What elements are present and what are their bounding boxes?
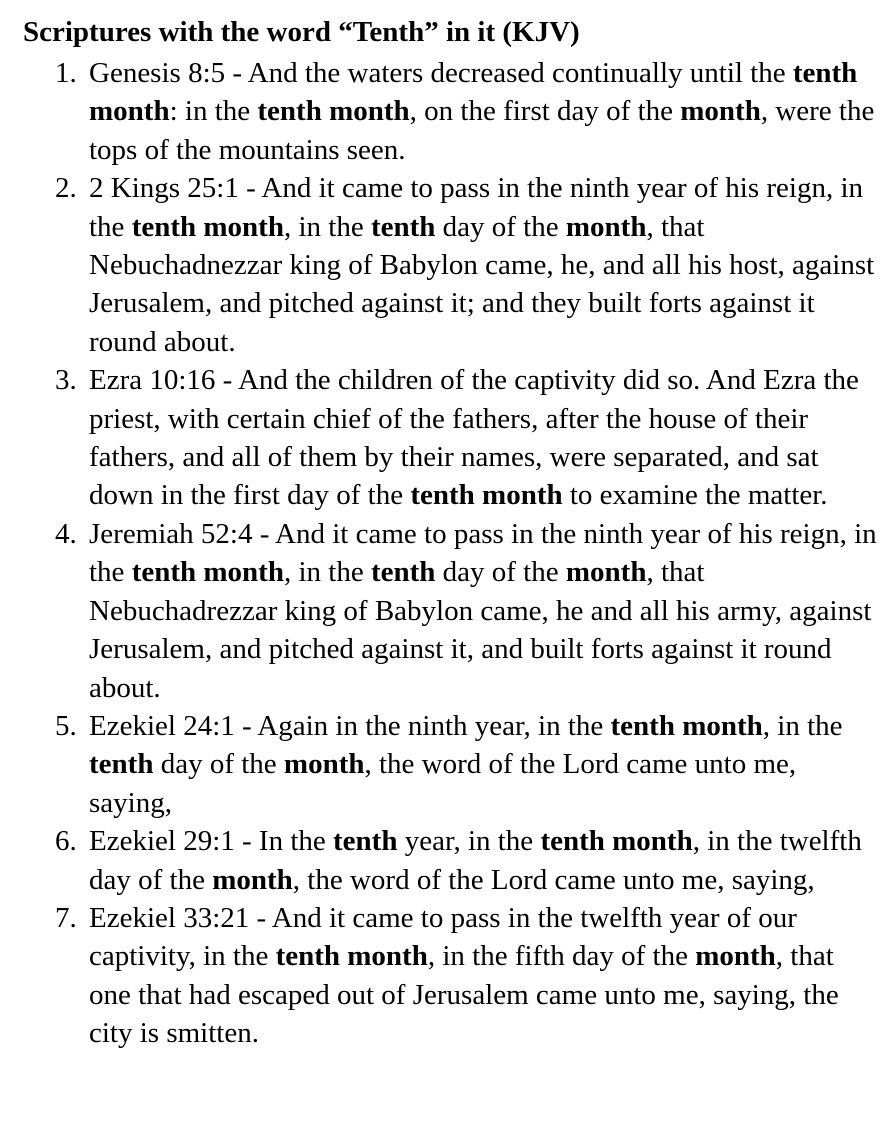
scripture-number: 2. [55, 172, 77, 205]
scripture-text-segment: , the word of the Lord came unto me, saying, [89, 748, 797, 819]
scripture-text-segment: , on the first day of the [409, 95, 681, 128]
highlighted-word: tenth month [131, 556, 284, 589]
highlighted-word: month [212, 863, 293, 896]
scripture-text-segment: , that one that had escaped out of Jerusalem came unto me, saying, the city is smitten. [89, 940, 839, 1050]
scripture-number: 5. [55, 709, 77, 742]
scripture-text-segment: , in the [283, 210, 371, 243]
scripture-text [89, 364, 859, 511]
highlighted-word: tenth [89, 748, 154, 781]
scripture-text [89, 57, 874, 166]
scripture-text [89, 518, 877, 704]
scripture-text-segment: day of the [435, 210, 566, 243]
scripture-text-segment: , in the [762, 709, 843, 742]
scripture-item [0, 822, 879, 899]
scripture-number: 4. [55, 517, 77, 550]
highlighted-word: month [695, 940, 776, 973]
highlighted-word: tenth [370, 556, 436, 589]
highlighted-word: tenth month [410, 479, 563, 512]
highlighted-word: month [565, 556, 647, 589]
scripture-number: 7. [55, 901, 77, 934]
scripture-item [0, 899, 879, 1053]
scripture-text [89, 902, 839, 1049]
scripture-text-segment: Ezekiel 29:1 - In the [89, 825, 333, 858]
scripture-text-segment: Ezekiel 24:1 - Again in the ninth year, in the [89, 709, 611, 742]
scripture-text-segment: Jeremiah 52:4 - And it came to pass in the ninth year of his reign, in the [89, 517, 877, 589]
highlighted-word: tenth [333, 825, 398, 858]
scripture-text-segment: Ezra 10:16 - And the children of the captivity did so. And Ezra the priest, with certain chief of the fathers, after the house of their fathers, and all of them by their names, were separated, and sat down in the first day of the [89, 364, 859, 512]
scripture-text [89, 710, 843, 819]
scripture-item [0, 169, 879, 361]
scripture-number: 6. [55, 825, 77, 858]
scripture-text-segment: , in the twelfth day of the [89, 825, 862, 896]
scripture-text-segment: day of the [435, 556, 566, 589]
scripture-text-segment: to examine the matter. [562, 479, 828, 512]
scripture-text-segment: , in the [283, 556, 371, 589]
scripture-item [0, 707, 879, 822]
page-title: Scriptures with the word “Tenth” in it (KJV) [23, 16, 580, 48]
scripture-text-segment: year, in the [397, 825, 541, 858]
scripture-text-segment: Ezekiel 33:21 - And it came to pass in the twelfth year of our captivity, in the [89, 901, 797, 973]
scripture-text-segment: , in the fifth day of the [427, 940, 696, 973]
scripture-text-segment: day of the [153, 748, 284, 781]
scripture-text-segment: , that Nebuchadnezzar king of Babylon came, he, and all his host, against Jerusalem, and pitched against it; and they built forts against it round about. [89, 210, 875, 358]
highlighted-word: month [565, 210, 647, 243]
scripture-text-segment: Genesis 8:5 - And the waters decreased continually until the [89, 57, 793, 89]
scripture-text-segment: , the word of the Lord came unto me, saying, [292, 863, 815, 896]
scripture-text-segment: , that Nebuchadrezzar king of Babylon came, he and all his army, against Jerusalem, and pitched against it, and built forts against it round about. [89, 556, 872, 704]
scripture-text-segment: , were the tops of the mountains seen. [89, 95, 875, 166]
highlighted-word: tenth month [131, 210, 284, 243]
highlighted-word: tenth month [89, 57, 858, 128]
highlighted-word: month [283, 748, 365, 781]
highlighted-word: tenth month [275, 940, 428, 973]
highlighted-word: tenth month [257, 95, 410, 128]
highlighted-word: tenth month [540, 825, 693, 858]
scripture-item [0, 54, 879, 169]
highlighted-word: tenth [370, 210, 436, 243]
highlighted-word: month [680, 95, 761, 128]
highlighted-word: tenth month [610, 709, 763, 742]
scripture-item [0, 515, 879, 707]
scripture-text [89, 172, 874, 358]
scripture-item [0, 361, 879, 515]
scripture-text-segment: : in the [169, 95, 258, 128]
scripture-text-segment: 2 Kings 25:1 - And it came to pass in the ninth year of his reign, in the [89, 172, 864, 243]
scripture-number: 1. [55, 57, 77, 89]
scripture-list [0, 54, 889, 1053]
scripture-text [89, 825, 862, 895]
scripture-number: 3. [55, 364, 77, 397]
